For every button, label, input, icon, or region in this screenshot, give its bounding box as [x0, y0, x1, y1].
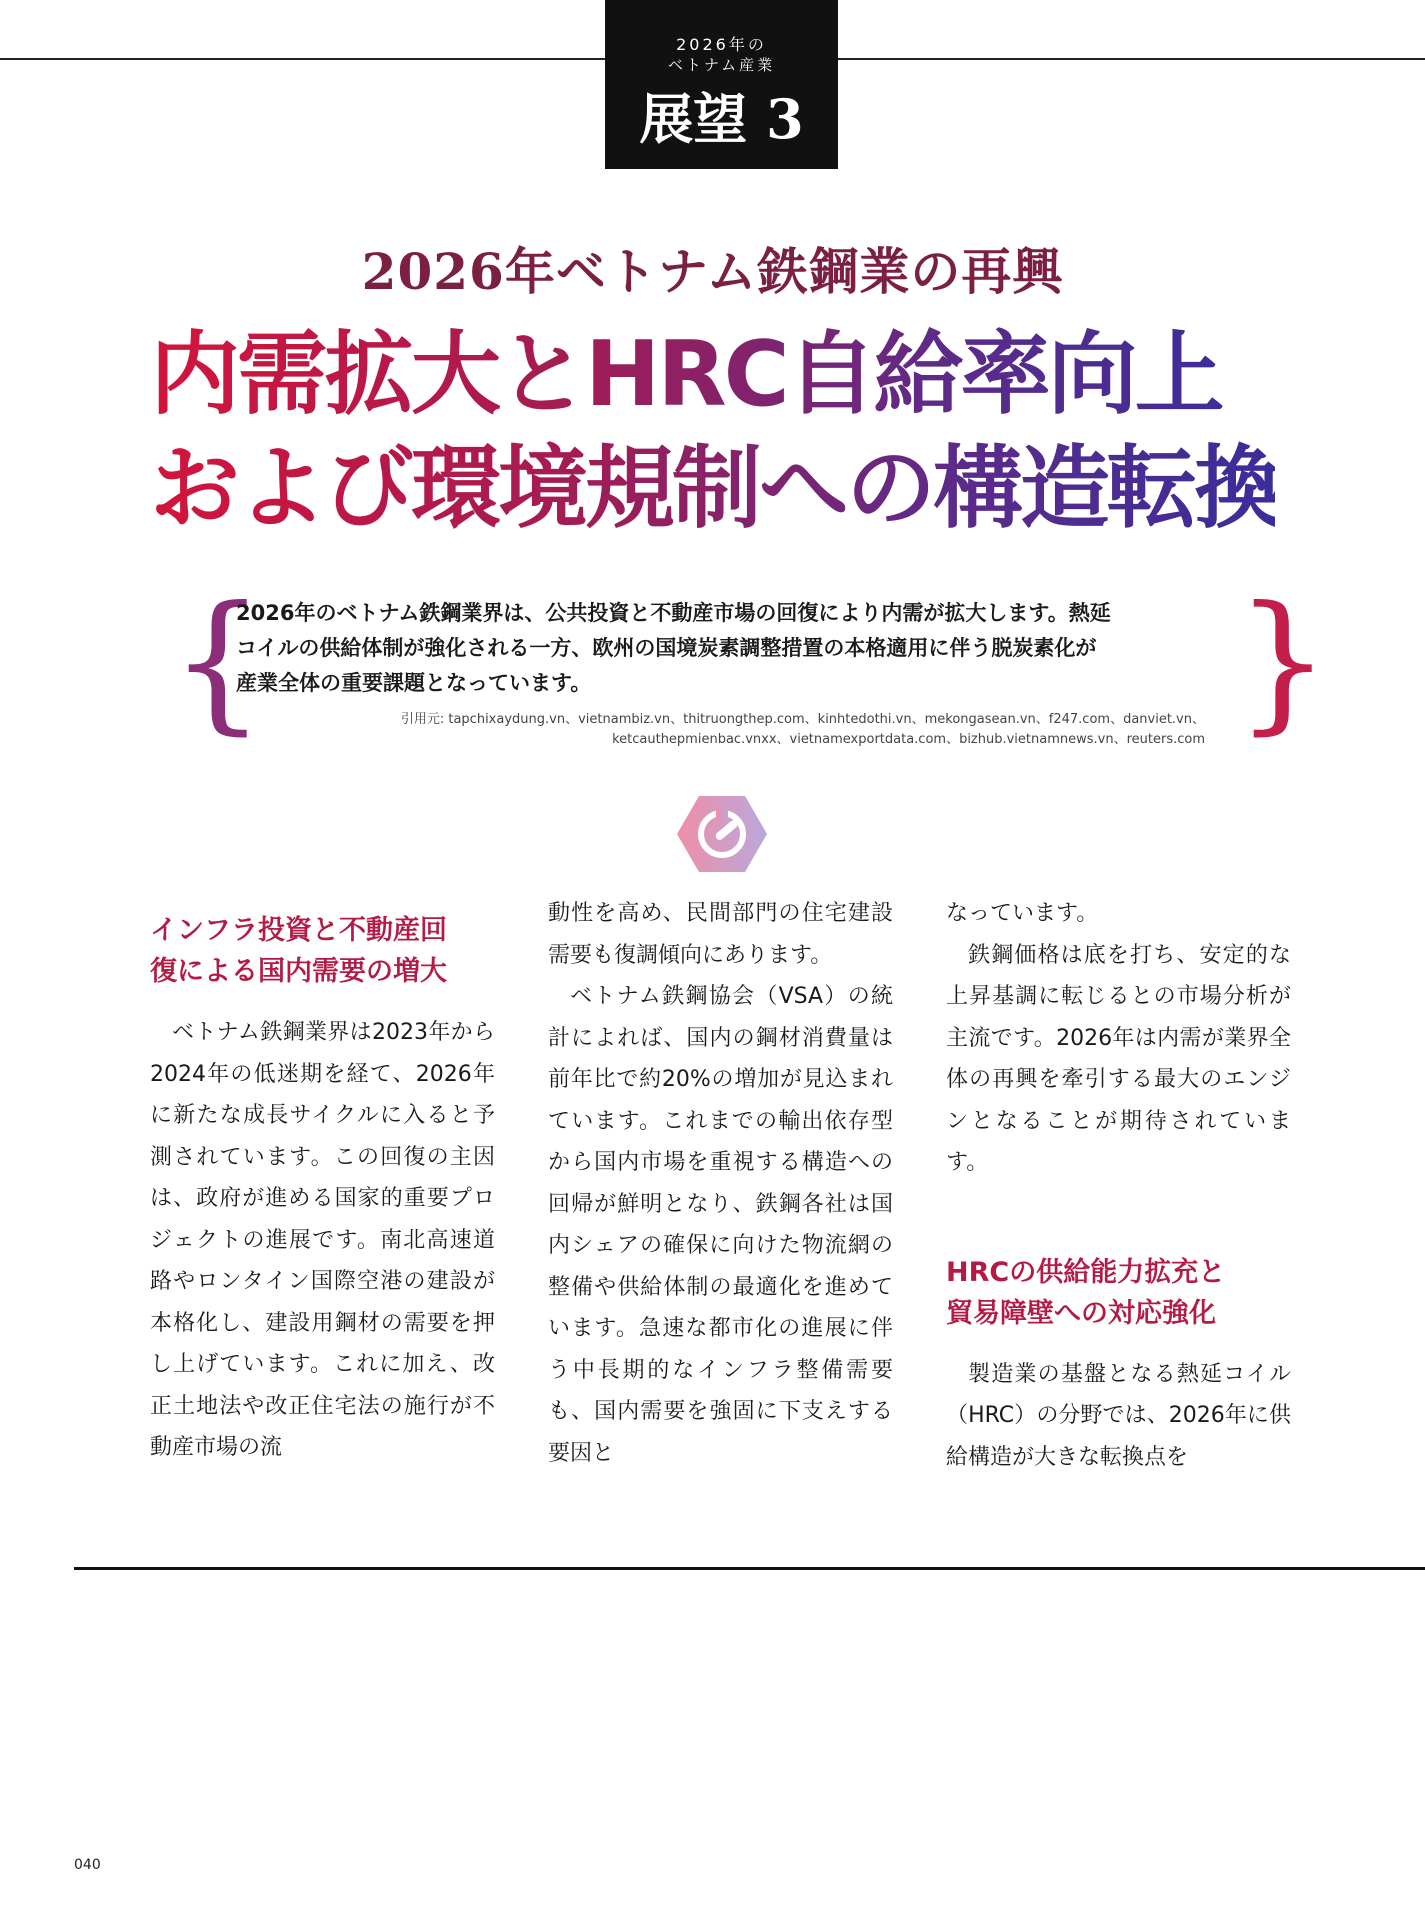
- series-outlook-label: 展望 3: [639, 87, 804, 151]
- page-number: 040: [74, 1857, 101, 1873]
- lead-line-1: 2026年のベトナム鉄鋼業界は、公共投資と不動産市場の回復により内需が拡大します。熱延: [236, 601, 1111, 625]
- section-heading-hrc-supply: [946, 1252, 1291, 1334]
- section-heading-line: HRCの供給能力拡充と: [946, 1256, 1226, 1288]
- section-heading-line: 復による国内需要の増大: [150, 956, 447, 987]
- series-industry-label: ベトナム産業: [667, 56, 776, 74]
- article-title-line-2: および環境規制への構造転換: [150, 436, 1281, 541]
- section-heading-domestic-demand: [150, 910, 495, 992]
- article-subtitle: 2026年ベトナム鉄鋼業の再興: [361, 242, 1064, 301]
- body-paragraph-continued: 動性を高め、民間部門の住宅建設需要も復調傾向にあります。: [548, 901, 893, 968]
- article-title-line-1: 内需拡大とHRC自給率向上: [150, 322, 1222, 427]
- body-paragraph: 鉄鋼価格は底を打ち、安定的な上昇基調に転じるとの市場分析が主流です。2026年は内需が業界全体の再興を牽引する最大のエンジンとなることが期待されています。: [946, 942, 1291, 1175]
- source-citation-line-2: ketcauthepmienbac.vnxx、vietnamexportdata.com、bizhub.vietnamnews.vn、reuters.com: [612, 732, 1205, 747]
- article-column-3: [946, 893, 1291, 1478]
- article-column-1: [150, 893, 495, 1469]
- body-paragraph: ベトナム鉄鋼協会（VSA）の統計によれば、国内の鋼材消費量は前年比で約20%の増加が見込まれています。これまでの輸出依存型から国内市場を重視する構造への回帰が鮮明となり、鉄鋼各社は国内シェアの確保に向けた物流網の整備や供給体制の最適化を進めています。急速な都市化の進展に伴う中長期的なインフラ整備需要も、国内需要を強固に下支えする要因と: [548, 984, 893, 1466]
- lead-line-2: コイルの供給体制が強化される一方、欧州の国境炭素調整措置の本格適用に伴う脱炭素化が: [236, 636, 1097, 660]
- bottom-rule: [74, 1567, 1425, 1570]
- source-citation: [300, 710, 1205, 750]
- series-year-label: 2026年の: [676, 35, 767, 54]
- lead-paragraph: [236, 596, 1211, 701]
- right-brace-ornament: }: [1235, 575, 1331, 749]
- article-title: [150, 318, 1281, 546]
- series-tab: [605, 0, 838, 169]
- lead-line-3: 産業全体の重要課題となっています。: [236, 671, 592, 695]
- article-column-2: [548, 893, 893, 1474]
- body-paragraph: 製造業の基盤となる熱延コイル（HRC）の分野では、2026年に供給構造が大きな転換点を: [946, 1361, 1291, 1470]
- wrench-hexagon-icon: [677, 794, 767, 874]
- section-heading-line: インフラ投資と不動産回: [150, 915, 447, 946]
- left-brace-ornament: {: [170, 575, 266, 749]
- section-heading-line: 貿易障壁への対応強化: [946, 1297, 1216, 1329]
- body-paragraph-continued: なっています。: [946, 901, 1099, 926]
- source-citation-line-1: 引用元: tapchixaydung.vn、vietnambiz.vn、thitruongthep.com、kinhtedothi.vn、mekongasean.vn、f247.com、danviet.vn、: [400, 712, 1205, 727]
- body-paragraph: ベトナム鉄鋼業界は2023年から2024年の低迷期を経て、2026年に新たな成長サイクルに入ると予測されています。この回復の主因は、政府が進める国家的重要プロジェクトの進展です。南北高速道路やロンタイン国際空港の建設が本格化し、建設用鋼材の需要を押し上げています。これに加え、改正土地法や改正住宅法の施行が不動産市場の流: [150, 1020, 495, 1460]
